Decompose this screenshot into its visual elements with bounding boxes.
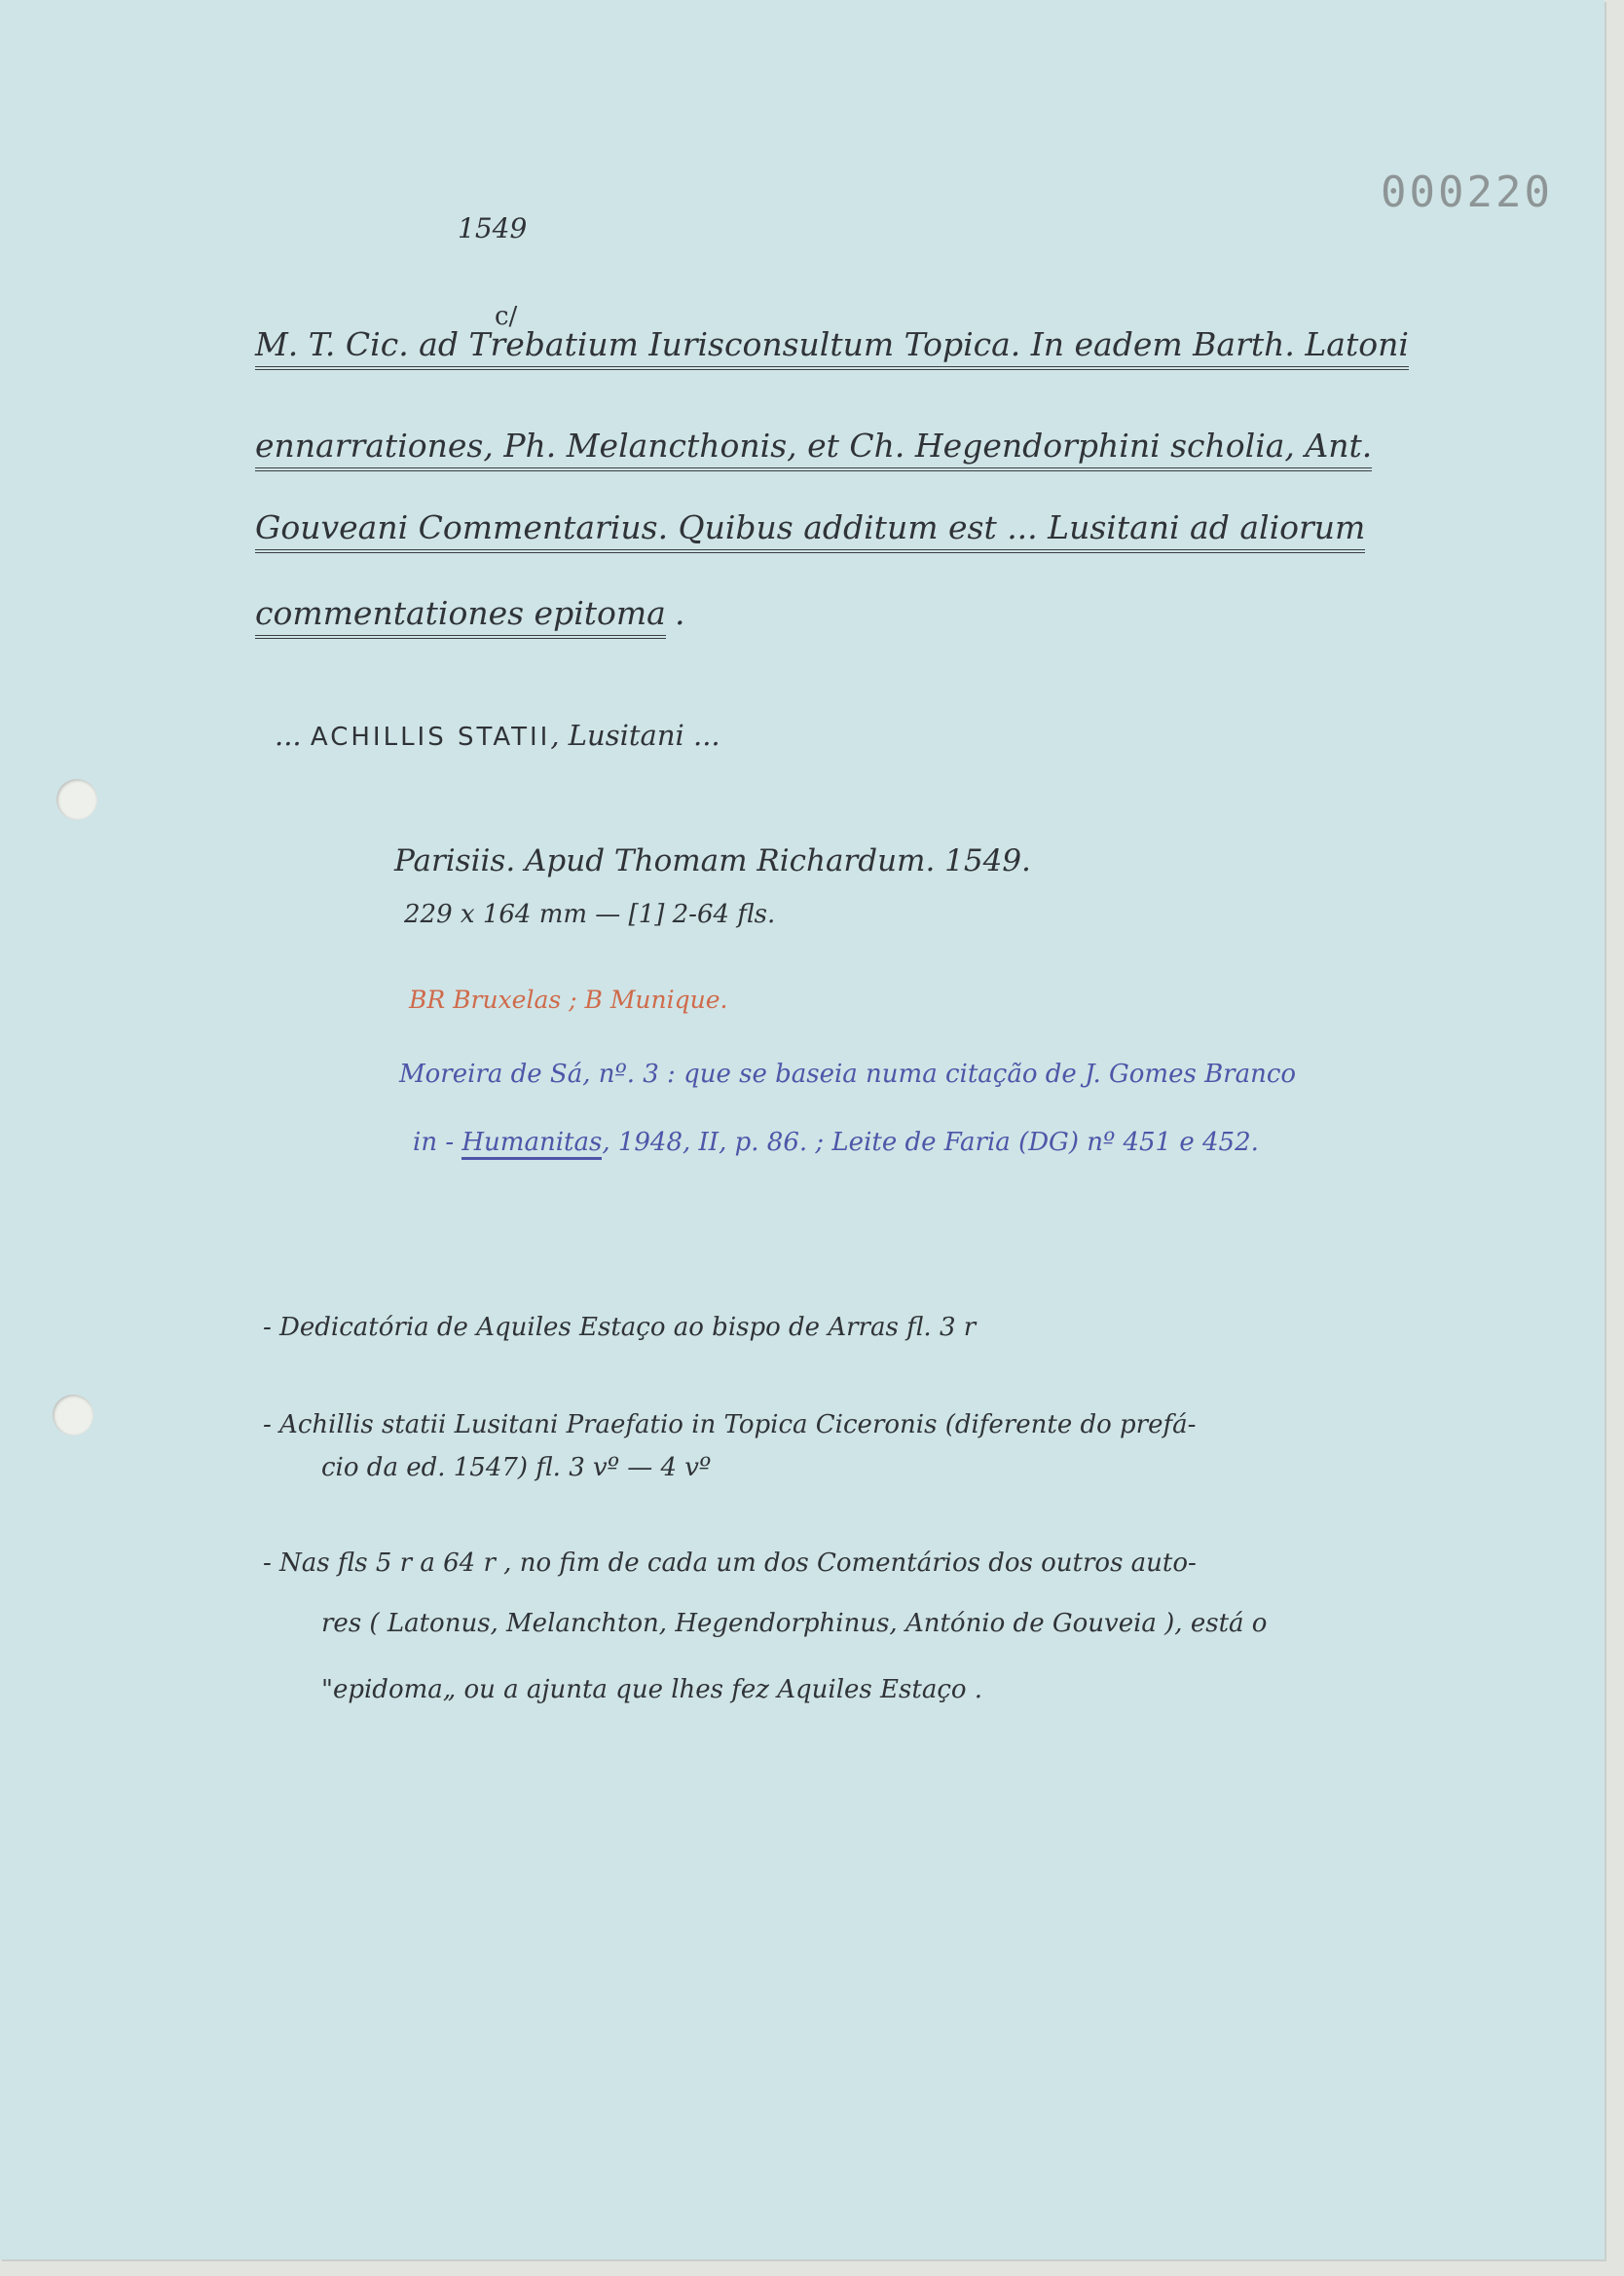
reference-suffix: , 1948, II, p. 86. ; Leite de Faria (DG) nº 451 e 452. xyxy=(602,1128,1259,1157)
imprint: Parisiis. Apud Thomam Richardum. 1549. xyxy=(394,843,1031,878)
title-line-1: M. T. Cic. ad Trebatium Iurisconsultum Topica. In eadem Barth. Latoni xyxy=(255,325,1409,370)
author-name: ACHILLIS STATII xyxy=(310,723,551,752)
note-line: cio da ed. 1547) fl. 3 vº — 4 vº xyxy=(321,1453,712,1482)
stamp-number: 000220 xyxy=(1381,168,1553,217)
punch-hole-bottom xyxy=(53,1395,93,1436)
title-line-2: ennarrationes, Ph. Melancthonis, et Ch. Hegendorphini scholia, Ant. xyxy=(255,427,1372,471)
punch-hole-top xyxy=(56,779,97,820)
note-line: "epidoma„ ou a ajunta que lhes fez Aquiles Estaço . xyxy=(321,1675,983,1704)
format: 229 x 164 mm — [1] 2-64 fls. xyxy=(404,900,776,929)
note-line: - Nas fls 5 r a 64 r , no fim de cada um dos Comentários dos outros auto- xyxy=(263,1548,1197,1578)
author-line xyxy=(275,719,720,752)
reference-line-1: Moreira de Sá, nº. 3 : que se baseia numa citação de J. Gomes Branco xyxy=(399,1060,1297,1089)
note-line: - Achillis statii Lusitani Praefatio in Topica Ciceronis (diferente do prefá- xyxy=(263,1410,1197,1439)
reference-prefix: in - xyxy=(413,1128,462,1157)
year: 1549 xyxy=(458,212,528,244)
title-end-mark: . xyxy=(675,594,685,632)
author-suffix: , Lusitani ... xyxy=(550,719,720,752)
note-line: res ( Latonus, Melanchton, Hegendorphinus, António de Gouveia ), está o xyxy=(321,1609,1268,1638)
title-line-4: commentationes epitoma xyxy=(255,594,666,639)
note-line: - Dedicatória de Aquiles Estaço ao bispo de Arras fl. 3 r xyxy=(263,1313,977,1342)
holdings: BR Bruxelas ; B Munique. xyxy=(409,986,728,1014)
title-superscript-correction: c/ xyxy=(495,302,518,331)
reference-journal: Humanitas xyxy=(461,1128,602,1160)
author-prefix: ... xyxy=(275,719,311,752)
title-line-3: Gouveani Commentarius. Quibus additum est ... Lusitani ad aliorum xyxy=(255,508,1365,553)
reference-line-2 xyxy=(413,1128,1259,1157)
